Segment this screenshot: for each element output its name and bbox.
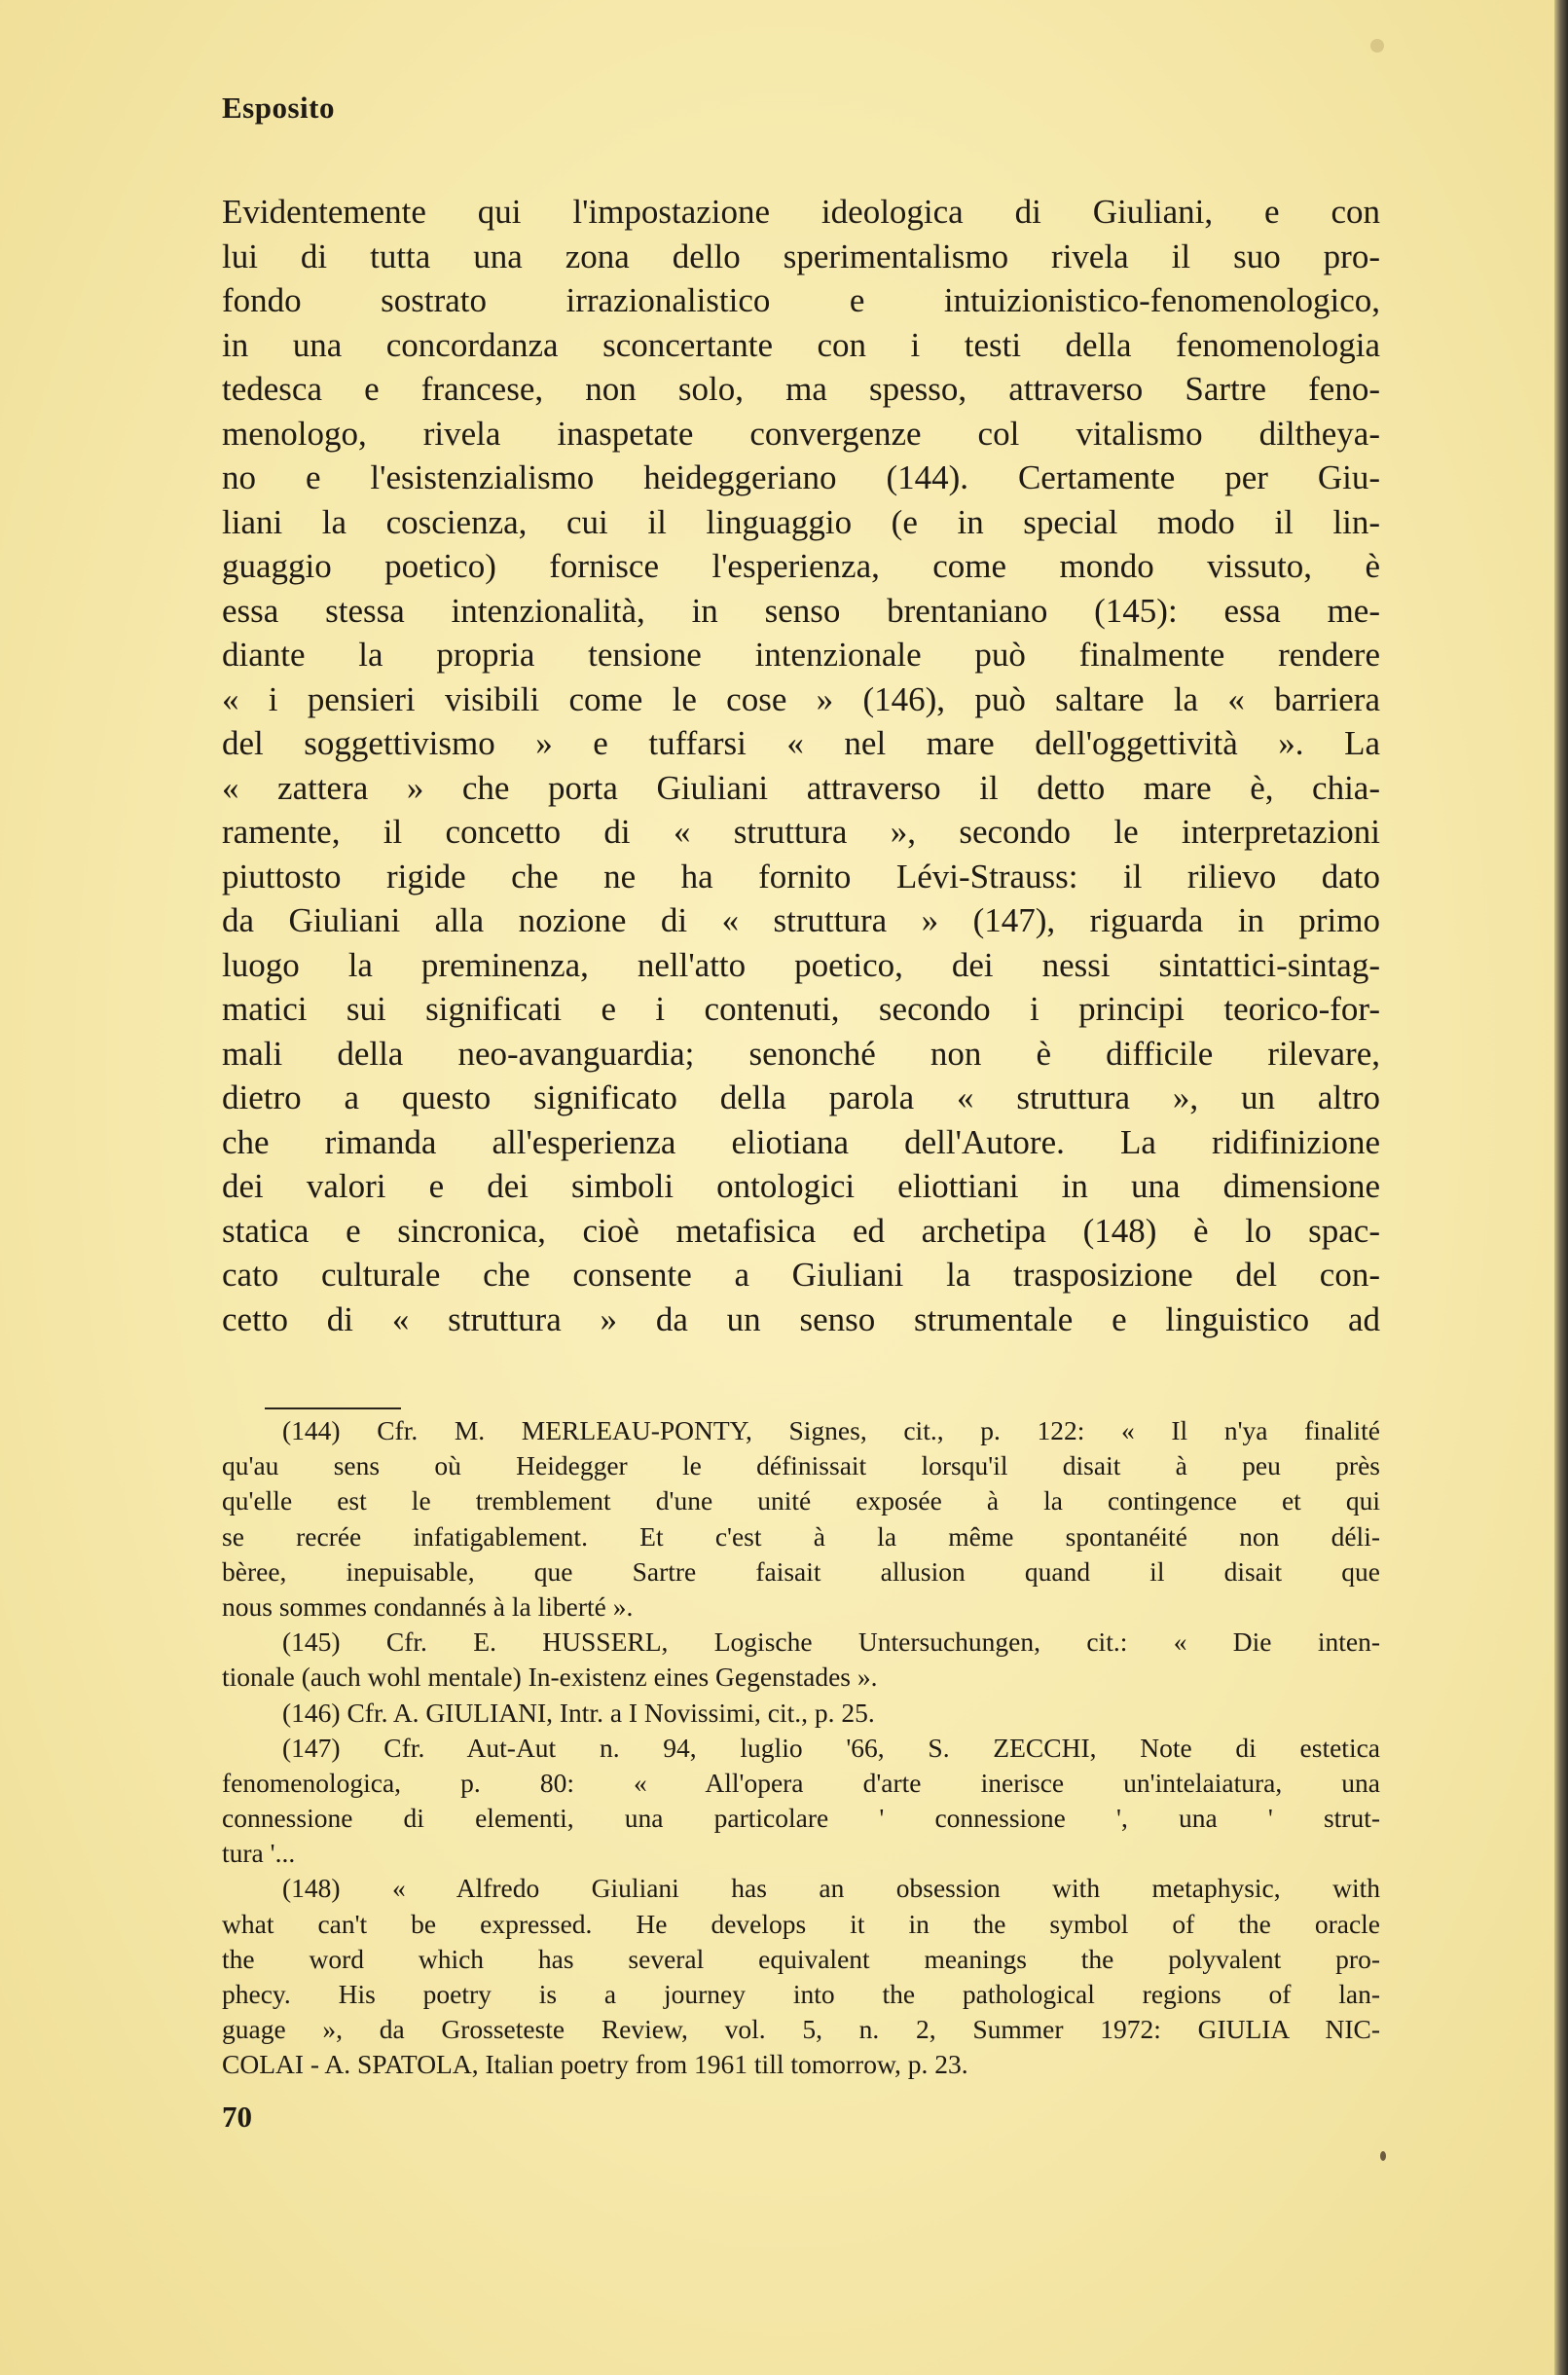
body-line: no e l'esistenzialismo heideggeriano (144). Certamente per Giu- (222, 458, 1380, 496)
body-line: guaggio poetico) fornisce l'esperienza, come mondo vissuto, è (222, 547, 1380, 585)
body-line: luogo la preminenza, nell'atto poetico, dei nessi sintattici-sintag- (222, 945, 1380, 984)
body-line: dei valori e dei simboli ontologici eliottiani in una dimensione (222, 1167, 1380, 1205)
footnote-line: (144) Cfr. M. MERLEAU-PONTY, Signes, cit., p. 122: « Il n'ya finalité (282, 1415, 1380, 1445)
footnote-line: guage », da Grosseteste Review, vol. 5, n. 2, Summer 1972: GIULIA NIC- (222, 2014, 1380, 2045)
body-line: da Giuliani alla nozione di « struttura » (147), riguarda in primo (222, 901, 1380, 939)
page-number: 70 (222, 2100, 252, 2134)
body-line: lui di tutta una zona dello sperimentalismo rivela il suo pro- (222, 237, 1380, 275)
body-line: fondo sostrato irrazionalistico e intuizionistico-fenomenologico, (222, 281, 1380, 319)
body-line: menologo, rivela inaspetate convergenze col vitalismo diltheya- (222, 414, 1380, 453)
body-line: cetto di « struttura » da un senso strumentale e linguistico ad (222, 1299, 1380, 1338)
footnote-line: bèree, inepuisable, que Sartre faisait allusion quand il disait que (222, 1555, 1380, 1587)
body-line: cato culturale che consente a Giuliani la trasposizione del con- (222, 1256, 1380, 1294)
footnote-line: (146) Cfr. A. GIULIANI, Intr. a I Novissimi, cit., p. 25. (282, 1697, 875, 1728)
body-line: essa stessa intenzionalità, in senso brentaniano (145): essa me- (222, 591, 1380, 630)
page-edge-shadow (1554, 0, 1568, 2375)
running-head: Esposito (222, 91, 335, 125)
footnotes (222, 1413, 1380, 2083)
footnote-rule (265, 1407, 401, 1409)
body-line: statica e sincronica, cioè metafisica ed archetipa (148) è lo spac- (222, 1211, 1380, 1250)
body-line: ramente, il concetto di « struttura », secondo le interpretazioni (222, 813, 1380, 851)
body-line: diante la propria tensione intenzionale può finalmente rendere (222, 636, 1380, 674)
footnote-line: (145) Cfr. E. HUSSERL, Logische Untersuchungen, cit.: « Die inten- (282, 1626, 1380, 1658)
body-line: dietro a questo significato della parola « struttura », un altro (222, 1078, 1380, 1116)
body-line: liani la coscienza, cui il linguaggio (e in special modo il lin- (222, 502, 1380, 541)
footnote-line: (147) Cfr. Aut-Aut n. 94, luglio '66, S. ZECCHI, Note di estetica (282, 1732, 1380, 1763)
body-line: tedesca e francese, non solo, ma spesso, attraverso Sartre feno- (222, 370, 1380, 408)
paper-speck (1380, 2151, 1386, 2161)
paper-speck (1370, 39, 1384, 53)
footnote-line: se recrée infatigablement. Et c'est à la même spontanéité non déli- (222, 1520, 1380, 1552)
body-line: mali della neo-avanguardia; senonché non è difficile rilevare, (222, 1034, 1380, 1073)
body-line: in una concordanza sconcertante con i testi della fenomenologia (222, 325, 1380, 364)
body-line: « i pensieri visibili come le cose » (146), può saltare la « barriera (222, 679, 1380, 718)
footnote-line: nous sommes condannés à la liberté ». (222, 1590, 634, 1622)
footnote-line: (148) « Alfredo Giuliani has an obsession with metaphysic, with (282, 1873, 1380, 1904)
body-line: Evidentemente qui l'impostazione ideologica di Giuliani, e con (222, 193, 1380, 231)
body-line: piuttosto rigide che ne ha fornito Lévi-Strauss: il rilievo dato (222, 857, 1380, 895)
footnote-line: what can't be expressed. He develops it in the symbol of the oracle (222, 1908, 1380, 1939)
footnote-line: tura '... (222, 1838, 296, 1869)
body-line: « zattera » che porta Giuliani attraverso il detto mare è, chia- (222, 768, 1380, 807)
footnote-line: qu'elle est le tremblement d'une unité exposée à la contingence et qui (222, 1485, 1380, 1516)
body-line: del soggettivismo » e tuffarsi « nel mare dell'oggettività ». La (222, 724, 1380, 762)
footnote-line: tionale (auch wohl mentale) In-existenz eines Gegenstades ». (222, 1662, 878, 1693)
body-text (222, 190, 1380, 1341)
body-line: matici sui significati e i contenuti, secondo i principi teorico-for- (222, 990, 1380, 1028)
footnote-line: the word which has several equivalent meanings the polyvalent pro- (222, 1943, 1380, 1974)
footnote-line: COLAI - A. SPATOLA, Italian poetry from 1961 till tomorrow, p. 23. (222, 2049, 968, 2080)
footnote-line: connessione di elementi, una particolare ' connessione ', una ' strut- (222, 1803, 1380, 1834)
body-line: che rimanda all'esperienza eliotiana dell'Autore. La ridifinizione (222, 1122, 1380, 1161)
footnote-line: qu'au sens où Heidegger le définissait lorsqu'il disait à peu près (222, 1450, 1380, 1481)
footnote-line: phecy. His poetry is a journey into the pathological regions of lan- (222, 1979, 1380, 2009)
footnote-line: fenomenologica, p. 80: « All'opera d'arte inerisce un'intelaiatura, una (222, 1767, 1380, 1798)
